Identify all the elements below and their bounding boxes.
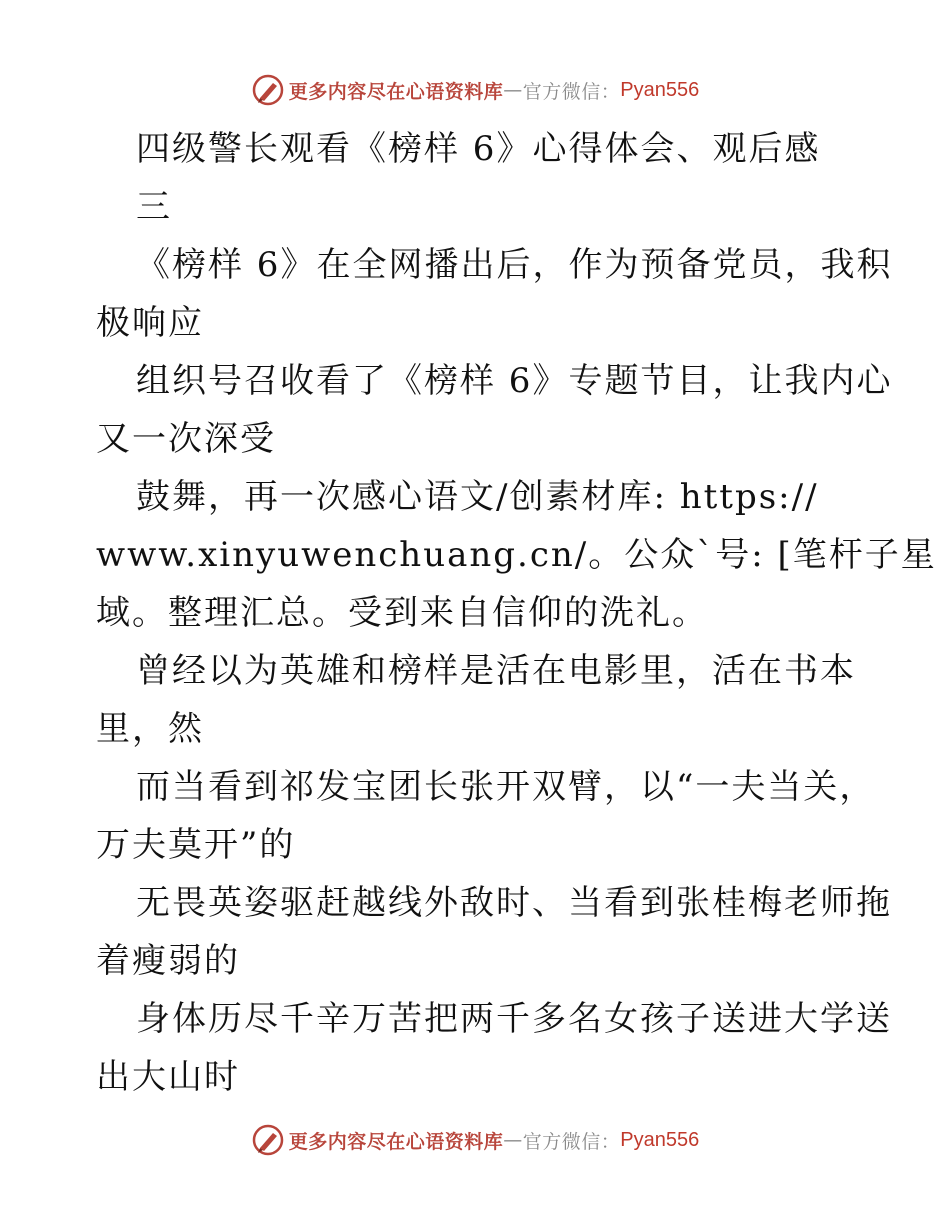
paragraph-line: 无畏英姿驱赶越线外敌时、当看到张桂梅老师拖 bbox=[136, 883, 892, 923]
document-body bbox=[96, 120, 937, 1106]
banner-official-text: 官方微信： bbox=[522, 1130, 621, 1153]
paragraph-line: 鼓舞，再一次感心语文/创素材库: https:// bbox=[136, 477, 819, 517]
banner-wechat-id: Pyan556 bbox=[620, 78, 700, 101]
paragraph-line: 极响应 bbox=[96, 303, 204, 343]
banner-separator: — bbox=[503, 79, 523, 101]
paragraph-line: 域。整理汇总。受到来自信仰的洗礼。 bbox=[96, 593, 708, 633]
paragraph-line: 组织号召收看了《榜样 6》专题节目，让我内心 bbox=[136, 361, 893, 401]
paragraph-line: 而当看到祁发宝团长张开双臂，以“一夫当关， bbox=[136, 767, 876, 807]
document-title-line: 三 bbox=[136, 187, 172, 227]
banner-official-text: 官方微信： bbox=[522, 80, 621, 103]
paragraph-line: 里，然 bbox=[96, 709, 204, 749]
paragraph-line: 《榜样 6》在全网播出后，作为预备党员，我积 bbox=[136, 245, 893, 285]
paragraph-line: 又一次深受 bbox=[96, 419, 276, 459]
paragraph-line: 曾经以为英雄和榜样是活在电影里，活在书本 bbox=[136, 651, 856, 691]
header-banner bbox=[0, 70, 950, 110]
document-title-line: 四级警长观看《榜样 6》心得体会、观后感 bbox=[136, 129, 821, 169]
pen-logo-icon bbox=[251, 73, 285, 107]
paragraph-line: 万夫莫开”的 bbox=[96, 825, 296, 865]
paragraph-line: www.xinyuwenchuang.cn/。公众`号: [笔杆子星 bbox=[96, 535, 937, 575]
paragraph-line: 身体历尽千辛万苦把两千多名女孩子送进大学送 bbox=[136, 999, 892, 1039]
banner-site-text: 更多内容尽在心语资料库 bbox=[288, 80, 504, 103]
footer-banner bbox=[0, 1120, 950, 1160]
paragraph-line: 出大山时 bbox=[96, 1057, 240, 1097]
paragraph-line: 着瘦弱的 bbox=[96, 941, 240, 981]
banner-wechat-id: Pyan556 bbox=[620, 1128, 700, 1151]
banner-separator: — bbox=[503, 1129, 523, 1151]
banner-site-text: 更多内容尽在心语资料库 bbox=[288, 1130, 504, 1153]
pen-logo-icon bbox=[251, 1123, 285, 1157]
